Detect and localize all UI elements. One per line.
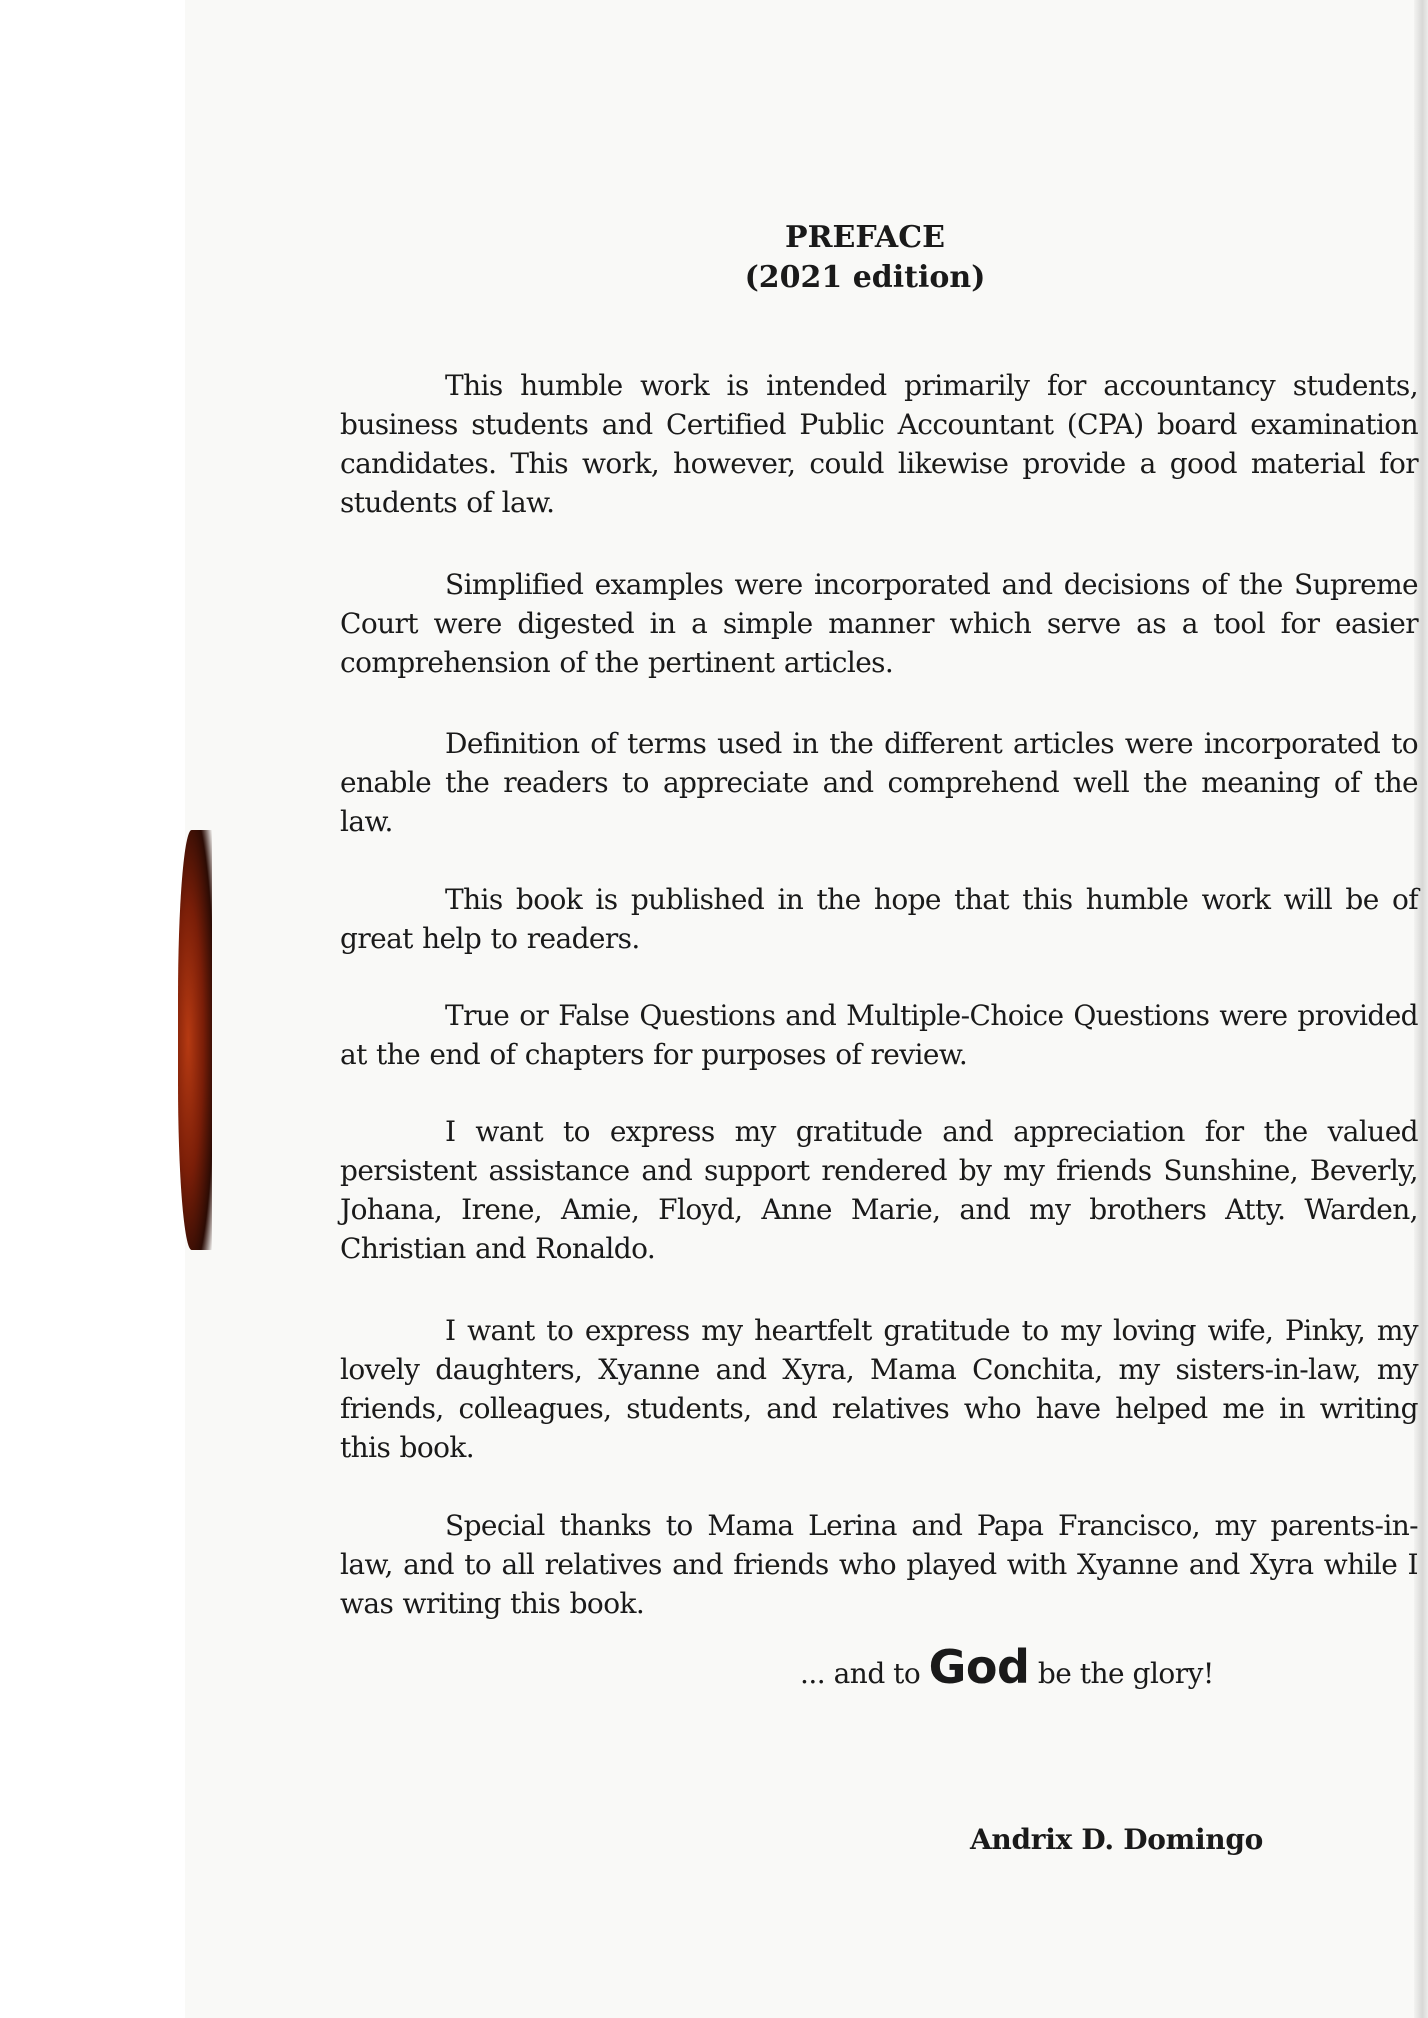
paragraph-special-thanks: Special thanks to Mama Lerina and Papa Francisco, my parents-in-law, and to all relatives and friends who played with Xyanne and Xyra while I was writing this book. [340,1509,1418,1620]
paragraph-examples: Simplified examples were incorporated and decisions of the Supreme Court were digested in a simple manner which serve as a tool for easier comprehension of the pertinent articles. [340,568,1418,679]
paragraph-gratitude-friends: I want to express my gratitude and appreciation for the valued persistent assistance and support rendered by my friends Sunshine, Beverly, Johana, Irene, Amie, Floyd, Anne Marie, and my brothers Atty. Warden, Christian and Ronaldo. [340,1115,1418,1265]
closing-suffix: be the glory! [1029,1657,1214,1690]
closing-emphasis: God [928,1640,1030,1694]
paragraph-intended-audience: This humble work is intended primarily for accountancy students, business students and Certified Public Accountant (CPA) board examination candidates. This work, however, could likewise provide a good material for students of law. [340,369,1418,519]
closing-prefix: ... and to [800,1657,929,1690]
closing-line [800,1640,1214,1694]
author-signature: Andrix D. Domingo [970,1823,1264,1856]
paragraph-gratitude-family: I want to express my heartfelt gratitude to my loving wife, Pinky, my lovely daughters, Xyanne and Xyra, Mama Conchita, my sisters-in-law, my friends, colleagues, students, and relatives who have helped me in writing this book. [340,1314,1418,1464]
preface-edition: (2021 edition) [744,260,986,295]
preface-title: PREFACE [785,220,945,255]
paragraph-definitions: Definition of terms used in the different articles were incorporated to enable the readers to appreciate and comprehend well the meaning of the law. [340,727,1418,838]
paragraph-questions: True or False Questions and Multiple-Choice Questions were provided at the end of chapters for purposes of review. [340,999,1418,1071]
paragraph-hope: This book is published in the hope that this humble work will be of great help to readers. [340,883,1418,955]
book-binding-shadow [178,830,212,1250]
